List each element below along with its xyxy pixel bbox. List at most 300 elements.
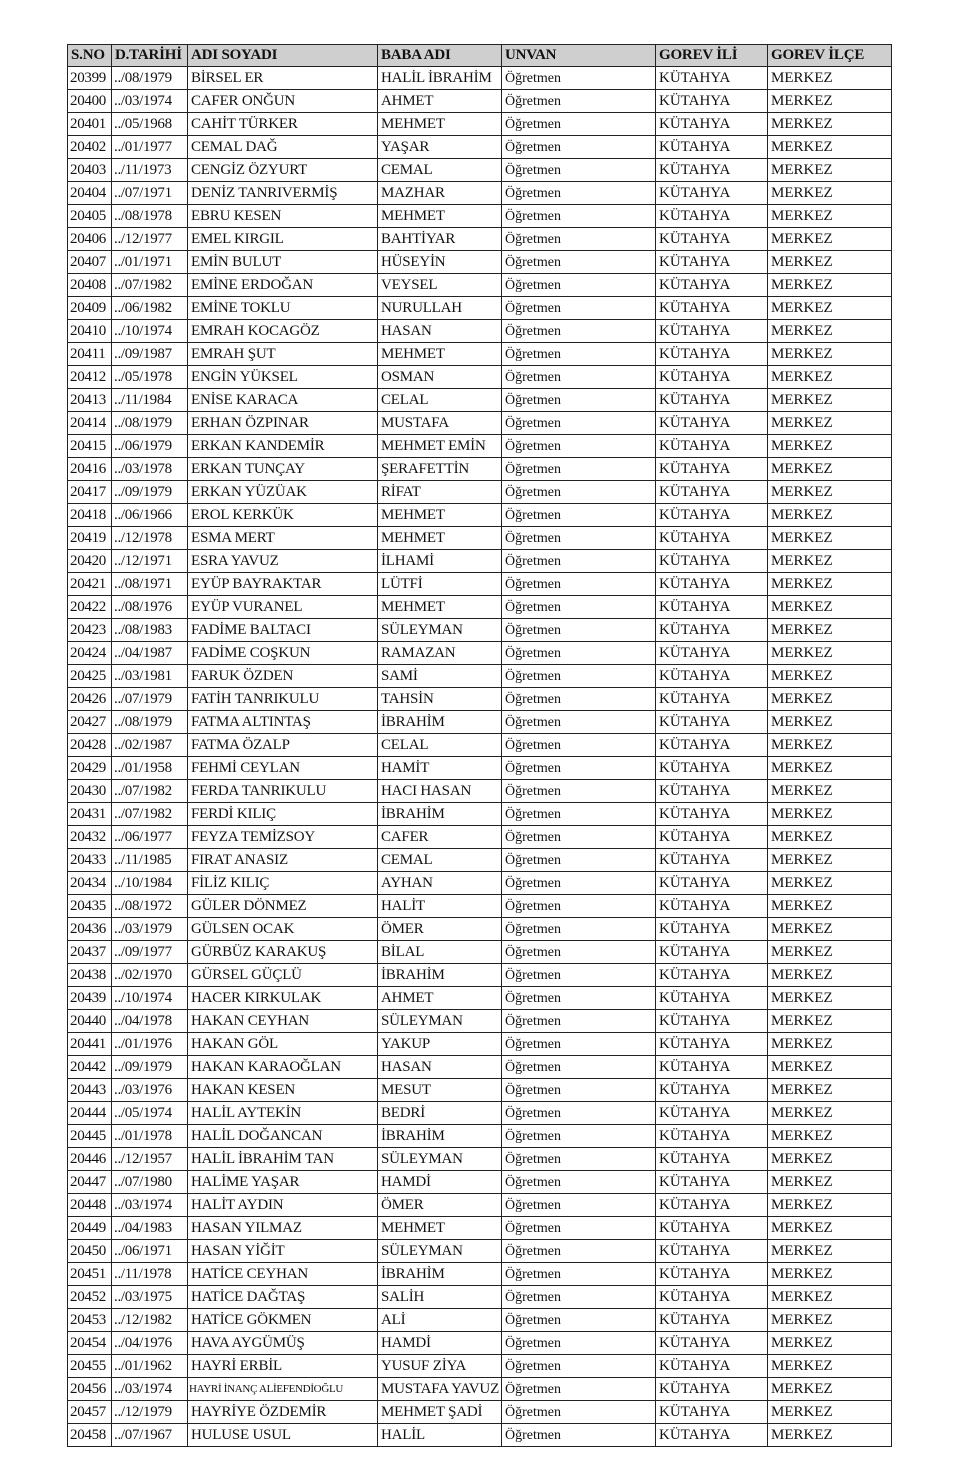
cell-title: Öğretmen (502, 734, 656, 757)
cell-birth-date: ../02/1987 (112, 734, 188, 757)
cell-duty-district: MERKEZ (768, 918, 892, 941)
table-row (68, 205, 892, 228)
cell-father-name: MEHMET (378, 596, 502, 619)
cell-duty-province: KÜTAHYA (656, 113, 768, 136)
cell-duty-district: MERKEZ (768, 1286, 892, 1309)
cell-duty-district: MERKEZ (768, 688, 892, 711)
document-sheet (67, 44, 891, 1447)
cell-sno: 20433 (68, 849, 112, 872)
table-row (68, 826, 892, 849)
cell-sno: 20453 (68, 1309, 112, 1332)
cell-duty-district: MERKEZ (768, 136, 892, 159)
cell-duty-province: KÜTAHYA (656, 1240, 768, 1263)
table-row (68, 1194, 892, 1217)
cell-duty-district: MERKEZ (768, 1125, 892, 1148)
table-row (68, 596, 892, 619)
header-duty-district: GOREV İLÇE (768, 45, 892, 67)
cell-title: Öğretmen (502, 113, 656, 136)
cell-full-name: FATMA ALTINTAŞ (188, 711, 378, 734)
cell-sno: 20415 (68, 435, 112, 458)
cell-birth-date: ../01/1976 (112, 1033, 188, 1056)
cell-father-name: HALİL İBRAHİM (378, 67, 502, 90)
cell-duty-district: MERKEZ (768, 550, 892, 573)
cell-birth-date: ../05/1978 (112, 366, 188, 389)
cell-duty-province: KÜTAHYA (656, 389, 768, 412)
cell-father-name: SÜLEYMAN (378, 619, 502, 642)
cell-duty-province: KÜTAHYA (656, 481, 768, 504)
cell-duty-province: KÜTAHYA (656, 136, 768, 159)
cell-father-name: HÜSEYİN (378, 251, 502, 274)
cell-duty-district: MERKEZ (768, 389, 892, 412)
table-row (68, 182, 892, 205)
cell-birth-date: ../06/1971 (112, 1240, 188, 1263)
cell-duty-province: KÜTAHYA (656, 550, 768, 573)
cell-sno: 20407 (68, 251, 112, 274)
cell-full-name: DENİZ TANRIVERMİŞ (188, 182, 378, 205)
cell-duty-province: KÜTAHYA (656, 734, 768, 757)
cell-birth-date: ../06/1966 (112, 504, 188, 527)
cell-father-name: HASAN (378, 1056, 502, 1079)
table-row (68, 251, 892, 274)
cell-duty-province: KÜTAHYA (656, 504, 768, 527)
cell-duty-province: KÜTAHYA (656, 780, 768, 803)
cell-full-name: ERHAN ÖZPINAR (188, 412, 378, 435)
cell-full-name: GÜRBÜZ KARAKUŞ (188, 941, 378, 964)
cell-duty-province: KÜTAHYA (656, 1194, 768, 1217)
cell-father-name: SÜLEYMAN (378, 1010, 502, 1033)
cell-duty-district: MERKEZ (768, 1355, 892, 1378)
cell-father-name: İBRAHİM (378, 964, 502, 987)
cell-birth-date: ../01/1962 (112, 1355, 188, 1378)
cell-father-name: CEMAL (378, 159, 502, 182)
table-row (68, 113, 892, 136)
cell-full-name: HAKAN GÖL (188, 1033, 378, 1056)
table-row (68, 136, 892, 159)
cell-father-name: RAMAZAN (378, 642, 502, 665)
cell-full-name: HAKAN KARAOĞLAN (188, 1056, 378, 1079)
cell-father-name: SAMİ (378, 665, 502, 688)
cell-title: Öğretmen (502, 1332, 656, 1355)
header-sno: S.NO (68, 45, 112, 67)
cell-title: Öğretmen (502, 1194, 656, 1217)
cell-father-name: MEHMET ŞADİ (378, 1401, 502, 1424)
cell-birth-date: ../04/1987 (112, 642, 188, 665)
cell-duty-district: MERKEZ (768, 1194, 892, 1217)
cell-father-name: HAMİT (378, 757, 502, 780)
cell-duty-province: KÜTAHYA (656, 1378, 768, 1401)
cell-duty-province: KÜTAHYA (656, 320, 768, 343)
cell-duty-district: MERKEZ (768, 1079, 892, 1102)
cell-birth-date: ../05/1968 (112, 113, 188, 136)
cell-title: Öğretmen (502, 1033, 656, 1056)
table-row (68, 481, 892, 504)
cell-full-name: HAKAN KESEN (188, 1079, 378, 1102)
cell-full-name: EMRAH ŞUT (188, 343, 378, 366)
cell-duty-district: MERKEZ (768, 90, 892, 113)
cell-sno: 20416 (68, 458, 112, 481)
cell-father-name: OSMAN (378, 366, 502, 389)
cell-duty-district: MERKEZ (768, 1424, 892, 1447)
cell-birth-date: ../03/1974 (112, 1378, 188, 1401)
cell-full-name: HALİL DOĞANCAN (188, 1125, 378, 1148)
cell-full-name: FATİH TANRIKULU (188, 688, 378, 711)
cell-sno: 20430 (68, 780, 112, 803)
cell-duty-province: KÜTAHYA (656, 1286, 768, 1309)
cell-duty-district: MERKEZ (768, 1332, 892, 1355)
cell-father-name: HAMDİ (378, 1332, 502, 1355)
cell-sno: 20434 (68, 872, 112, 895)
cell-title: Öğretmen (502, 849, 656, 872)
cell-sno: 20418 (68, 504, 112, 527)
cell-sno: 20429 (68, 757, 112, 780)
cell-full-name: HAYRİ ERBİL (188, 1355, 378, 1378)
table-row (68, 435, 892, 458)
cell-sno: 20399 (68, 67, 112, 90)
cell-birth-date: ../08/1971 (112, 573, 188, 596)
cell-father-name: MEHMET (378, 343, 502, 366)
cell-birth-date: ../03/1974 (112, 1194, 188, 1217)
cell-duty-province: KÜTAHYA (656, 1125, 768, 1148)
cell-birth-date: ../05/1974 (112, 1102, 188, 1125)
cell-duty-district: MERKEZ (768, 1240, 892, 1263)
cell-father-name: CELAL (378, 734, 502, 757)
cell-duty-province: KÜTAHYA (656, 1102, 768, 1125)
cell-sno: 20448 (68, 1194, 112, 1217)
cell-title: Öğretmen (502, 297, 656, 320)
cell-full-name: HALİT AYDIN (188, 1194, 378, 1217)
cell-father-name: ÖMER (378, 1194, 502, 1217)
cell-title: Öğretmen (502, 918, 656, 941)
cell-title: Öğretmen (502, 1171, 656, 1194)
cell-birth-date: ../01/1977 (112, 136, 188, 159)
cell-title: Öğretmen (502, 412, 656, 435)
cell-duty-district: MERKEZ (768, 1171, 892, 1194)
cell-full-name: FADİME BALTACI (188, 619, 378, 642)
cell-title: Öğretmen (502, 964, 656, 987)
cell-full-name: EMİNE TOKLU (188, 297, 378, 320)
table-row (68, 159, 892, 182)
cell-sno: 20419 (68, 527, 112, 550)
cell-title: Öğretmen (502, 1378, 656, 1401)
cell-father-name: MAZHAR (378, 182, 502, 205)
cell-title: Öğretmen (502, 1102, 656, 1125)
cell-duty-district: MERKEZ (768, 619, 892, 642)
cell-duty-district: MERKEZ (768, 504, 892, 527)
cell-duty-province: KÜTAHYA (656, 67, 768, 90)
cell-duty-district: MERKEZ (768, 320, 892, 343)
cell-title: Öğretmen (502, 90, 656, 113)
cell-duty-district: MERKEZ (768, 734, 892, 757)
cell-duty-province: KÜTAHYA (656, 251, 768, 274)
cell-duty-province: KÜTAHYA (656, 343, 768, 366)
cell-duty-district: MERKEZ (768, 849, 892, 872)
cell-father-name: TAHSİN (378, 688, 502, 711)
cell-father-name: RİFAT (378, 481, 502, 504)
cell-birth-date: ../08/1978 (112, 205, 188, 228)
cell-duty-province: KÜTAHYA (656, 1033, 768, 1056)
cell-sno: 20413 (68, 389, 112, 412)
cell-father-name: VEYSEL (378, 274, 502, 297)
cell-title: Öğretmen (502, 987, 656, 1010)
cell-father-name: HALİL (378, 1424, 502, 1447)
cell-duty-district: MERKEZ (768, 481, 892, 504)
cell-title: Öğretmen (502, 435, 656, 458)
header-birth-date: D.TARİHİ (112, 45, 188, 67)
cell-birth-date: ../09/1977 (112, 941, 188, 964)
cell-sno: 20446 (68, 1148, 112, 1171)
table-row (68, 711, 892, 734)
cell-birth-date: ../12/1957 (112, 1148, 188, 1171)
cell-birth-date: ../11/1973 (112, 159, 188, 182)
cell-full-name: GÜLSEN OCAK (188, 918, 378, 941)
cell-title: Öğretmen (502, 1240, 656, 1263)
table-row (68, 872, 892, 895)
cell-duty-district: MERKEZ (768, 1309, 892, 1332)
personnel-table (67, 44, 892, 1447)
cell-title: Öğretmen (502, 1401, 656, 1424)
cell-duty-province: KÜTAHYA (656, 665, 768, 688)
cell-full-name: HAKAN CEYHAN (188, 1010, 378, 1033)
cell-duty-district: MERKEZ (768, 1378, 892, 1401)
cell-father-name: SALİH (378, 1286, 502, 1309)
cell-sno: 20432 (68, 826, 112, 849)
cell-full-name: HASAN YİĞİT (188, 1240, 378, 1263)
table-row (68, 1125, 892, 1148)
cell-sno: 20427 (68, 711, 112, 734)
cell-birth-date: ../03/1979 (112, 918, 188, 941)
cell-sno: 20454 (68, 1332, 112, 1355)
cell-father-name: İBRAHİM (378, 711, 502, 734)
cell-father-name: NURULLAH (378, 297, 502, 320)
cell-title: Öğretmen (502, 527, 656, 550)
cell-duty-district: MERKEZ (768, 1263, 892, 1286)
cell-birth-date: ../07/1979 (112, 688, 188, 711)
cell-father-name: MUSTAFA (378, 412, 502, 435)
cell-duty-district: MERKEZ (768, 711, 892, 734)
table-row (68, 1171, 892, 1194)
cell-title: Öğretmen (502, 1309, 656, 1332)
cell-duty-province: KÜTAHYA (656, 872, 768, 895)
cell-duty-province: KÜTAHYA (656, 412, 768, 435)
cell-duty-district: MERKEZ (768, 527, 892, 550)
cell-title: Öğretmen (502, 665, 656, 688)
cell-duty-district: MERKEZ (768, 1102, 892, 1125)
cell-title: Öğretmen (502, 1263, 656, 1286)
cell-father-name: MEHMET (378, 504, 502, 527)
cell-full-name: HATİCE GÖKMEN (188, 1309, 378, 1332)
table-row (68, 320, 892, 343)
cell-sno: 20400 (68, 90, 112, 113)
cell-duty-district: MERKEZ (768, 251, 892, 274)
cell-father-name: YAKUP (378, 1033, 502, 1056)
table-row (68, 366, 892, 389)
cell-full-name: ESMA MERT (188, 527, 378, 550)
cell-title: Öğretmen (502, 458, 656, 481)
cell-father-name: HALİT (378, 895, 502, 918)
cell-father-name: BEDRİ (378, 1102, 502, 1125)
cell-duty-district: MERKEZ (768, 1010, 892, 1033)
table-row (68, 389, 892, 412)
cell-full-name: EMİNE ERDOĞAN (188, 274, 378, 297)
cell-birth-date: ../08/1976 (112, 596, 188, 619)
cell-full-name: HATİCE DAĞTAŞ (188, 1286, 378, 1309)
cell-duty-province: KÜTAHYA (656, 711, 768, 734)
cell-father-name: ŞERAFETTİN (378, 458, 502, 481)
cell-full-name: FİLİZ KILIÇ (188, 872, 378, 895)
header-full-name: ADI SOYADI (188, 45, 378, 67)
table-row (68, 757, 892, 780)
cell-title: Öğretmen (502, 1286, 656, 1309)
cell-sno: 20455 (68, 1355, 112, 1378)
table-row (68, 228, 892, 251)
cell-father-name: HACI HASAN (378, 780, 502, 803)
cell-birth-date: ../02/1970 (112, 964, 188, 987)
cell-birth-date: ../12/1982 (112, 1309, 188, 1332)
cell-father-name: İBRAHİM (378, 803, 502, 826)
cell-duty-province: KÜTAHYA (656, 1171, 768, 1194)
cell-father-name: BAHTİYAR (378, 228, 502, 251)
cell-title: Öğretmen (502, 1056, 656, 1079)
cell-duty-district: MERKEZ (768, 205, 892, 228)
cell-duty-district: MERKEZ (768, 1033, 892, 1056)
cell-title: Öğretmen (502, 1010, 656, 1033)
cell-duty-district: MERKEZ (768, 780, 892, 803)
cell-father-name: LÜTFİ (378, 573, 502, 596)
cell-father-name: İBRAHİM (378, 1263, 502, 1286)
table-row (68, 67, 892, 90)
cell-sno: 20441 (68, 1033, 112, 1056)
cell-duty-district: MERKEZ (768, 964, 892, 987)
cell-sno: 20412 (68, 366, 112, 389)
cell-duty-province: KÜTAHYA (656, 642, 768, 665)
cell-birth-date: ../09/1979 (112, 1056, 188, 1079)
cell-title: Öğretmen (502, 573, 656, 596)
cell-duty-province: KÜTAHYA (656, 458, 768, 481)
cell-duty-district: MERKEZ (768, 458, 892, 481)
cell-birth-date: ../07/1982 (112, 780, 188, 803)
cell-duty-province: KÜTAHYA (656, 1148, 768, 1171)
cell-title: Öğretmen (502, 1355, 656, 1378)
cell-duty-province: KÜTAHYA (656, 619, 768, 642)
cell-sno: 20423 (68, 619, 112, 642)
cell-birth-date: ../04/1976 (112, 1332, 188, 1355)
cell-birth-date: ../03/1974 (112, 90, 188, 113)
cell-sno: 20408 (68, 274, 112, 297)
cell-father-name: AYHAN (378, 872, 502, 895)
cell-birth-date: ../07/1982 (112, 803, 188, 826)
table-row (68, 1286, 892, 1309)
cell-title: Öğretmen (502, 642, 656, 665)
cell-father-name: AHMET (378, 987, 502, 1010)
cell-sno: 20450 (68, 1240, 112, 1263)
cell-sno: 20411 (68, 343, 112, 366)
cell-duty-province: KÜTAHYA (656, 964, 768, 987)
cell-father-name: CELAL (378, 389, 502, 412)
cell-father-name: İBRAHİM (378, 1125, 502, 1148)
cell-title: Öğretmen (502, 619, 656, 642)
table-row (68, 573, 892, 596)
cell-title: Öğretmen (502, 228, 656, 251)
table-row (68, 90, 892, 113)
cell-sno: 20442 (68, 1056, 112, 1079)
cell-duty-district: MERKEZ (768, 757, 892, 780)
table-row (68, 665, 892, 688)
cell-father-name: AHMET (378, 90, 502, 113)
table-row (68, 274, 892, 297)
cell-duty-province: KÜTAHYA (656, 596, 768, 619)
cell-full-name: HATİCE CEYHAN (188, 1263, 378, 1286)
cell-duty-district: MERKEZ (768, 642, 892, 665)
cell-duty-province: KÜTAHYA (656, 987, 768, 1010)
cell-birth-date: ../08/1979 (112, 67, 188, 90)
table-row (68, 412, 892, 435)
table-row (68, 1378, 892, 1401)
cell-title: Öğretmen (502, 1148, 656, 1171)
cell-full-name: HALİL AYTEKİN (188, 1102, 378, 1125)
cell-duty-province: KÜTAHYA (656, 527, 768, 550)
cell-duty-province: KÜTAHYA (656, 918, 768, 941)
cell-duty-district: MERKEZ (768, 941, 892, 964)
cell-birth-date: ../09/1979 (112, 481, 188, 504)
table-row (68, 527, 892, 550)
cell-title: Öğretmen (502, 1125, 656, 1148)
cell-birth-date: ../07/1967 (112, 1424, 188, 1447)
cell-birth-date: ../08/1972 (112, 895, 188, 918)
cell-full-name: FERDİ KILIÇ (188, 803, 378, 826)
cell-duty-province: KÜTAHYA (656, 1424, 768, 1447)
cell-father-name: ÖMER (378, 918, 502, 941)
table-row (68, 918, 892, 941)
cell-sno: 20443 (68, 1079, 112, 1102)
cell-duty-province: KÜTAHYA (656, 1355, 768, 1378)
cell-duty-province: KÜTAHYA (656, 1217, 768, 1240)
table-row (68, 343, 892, 366)
cell-birth-date: ../10/1974 (112, 987, 188, 1010)
cell-full-name: EMEL KIRGIL (188, 228, 378, 251)
cell-duty-province: KÜTAHYA (656, 941, 768, 964)
cell-duty-province: KÜTAHYA (656, 274, 768, 297)
cell-birth-date: ../03/1976 (112, 1079, 188, 1102)
cell-duty-province: KÜTAHYA (656, 159, 768, 182)
cell-duty-province: KÜTAHYA (656, 205, 768, 228)
table-row (68, 941, 892, 964)
cell-sno: 20457 (68, 1401, 112, 1424)
cell-duty-district: MERKEZ (768, 895, 892, 918)
cell-duty-province: KÜTAHYA (656, 1010, 768, 1033)
cell-father-name: MUSTAFA YAVUZ (378, 1378, 502, 1401)
cell-full-name: HAVA AYGÜMÜŞ (188, 1332, 378, 1355)
cell-father-name: MEHMET (378, 527, 502, 550)
table-row (68, 642, 892, 665)
cell-full-name: GÜRSEL GÜÇLÜ (188, 964, 378, 987)
cell-sno: 20449 (68, 1217, 112, 1240)
cell-sno: 20445 (68, 1125, 112, 1148)
cell-full-name: CENGİZ ÖZYURT (188, 159, 378, 182)
cell-title: Öğretmen (502, 251, 656, 274)
cell-duty-province: KÜTAHYA (656, 90, 768, 113)
table-row (68, 1240, 892, 1263)
cell-sno: 20426 (68, 688, 112, 711)
cell-duty-district: MERKEZ (768, 297, 892, 320)
table-row (68, 1332, 892, 1355)
cell-father-name: ALİ (378, 1309, 502, 1332)
cell-full-name: ERKAN TUNÇAY (188, 458, 378, 481)
cell-birth-date: ../03/1981 (112, 665, 188, 688)
cell-duty-district: MERKEZ (768, 435, 892, 458)
cell-full-name: FARUK ÖZDEN (188, 665, 378, 688)
cell-father-name: SÜLEYMAN (378, 1240, 502, 1263)
cell-duty-district: MERKEZ (768, 274, 892, 297)
